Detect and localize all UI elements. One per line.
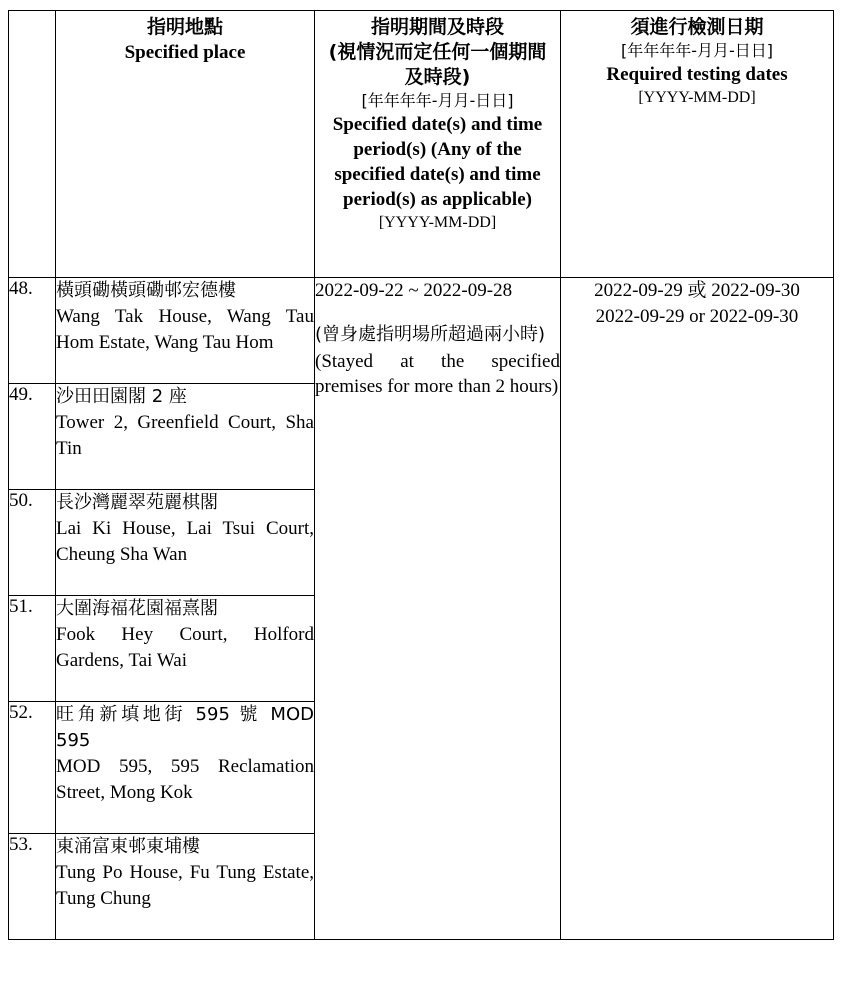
place-name-en: Wang Tak House, Wang Tau Hom Estate, Wang Tau Hom bbox=[56, 306, 314, 353]
place-name-zh: 長沙灣麗翠苑麗棋閣 bbox=[56, 492, 218, 513]
header-period-zh-note: (視情況而定任何一個期間及時段) bbox=[328, 41, 547, 88]
table-header-row bbox=[9, 11, 834, 278]
place-name-en: Tung Po House, Fu Tung Estate, Tung Chung bbox=[56, 862, 314, 909]
place-name-en: Lai Ki House, Lai Tsui Court, Cheung Sha Wan bbox=[56, 518, 314, 565]
place-name-zh: 大圍海福花園福熹閣 bbox=[56, 598, 218, 619]
header-testing-format-zh: [年年年年-月月-日日] bbox=[620, 41, 774, 60]
row-number: 48. bbox=[9, 278, 56, 384]
table-row bbox=[9, 278, 834, 384]
header-testing-zh: 須進行檢測日期 bbox=[630, 16, 764, 38]
place-name-en: Tower 2, Greenfield Court, Sha Tin bbox=[56, 412, 314, 459]
place-name-zh: 旺角新填地街 595 號 MOD 595 bbox=[56, 704, 314, 751]
place-name-en: Fook Hey Court, Holford Gardens, Tai Wai bbox=[56, 624, 314, 671]
header-period-format-en: [YYYY-MM-DD] bbox=[378, 214, 497, 231]
period-dates: 2022-09-22 ~ 2022-09-28 bbox=[315, 280, 513, 301]
period-cell bbox=[315, 278, 561, 940]
place-name-zh: 橫頭磡橫頭磡邨宏德樓 bbox=[56, 280, 236, 301]
place-cell bbox=[56, 384, 315, 490]
header-place-en: Specified place bbox=[124, 42, 246, 63]
row-number: 50. bbox=[9, 490, 56, 596]
header-testing-cell bbox=[561, 11, 834, 278]
period-note-en: (Stayed at the specified premises for more than 2 hours) bbox=[315, 351, 560, 397]
place-cell bbox=[56, 702, 315, 834]
header-number-cell bbox=[9, 11, 56, 278]
place-name-zh: 東涌富東邨東埔樓 bbox=[56, 836, 200, 857]
row-number: 53. bbox=[9, 834, 56, 940]
header-testing-format-en: [YYYY-MM-DD] bbox=[638, 89, 756, 106]
specified-places-table bbox=[8, 10, 834, 940]
header-testing-en: Required testing dates bbox=[606, 64, 788, 85]
row-number: 52. bbox=[9, 702, 56, 834]
testing-dates-cell bbox=[561, 278, 834, 940]
row-number: 49. bbox=[9, 384, 56, 490]
testing-dates-en: 2022-09-29 or 2022-09-30 bbox=[595, 306, 799, 327]
header-period-en: Specified date(s) and time period(s) (Any of the specified date(s) and time period(s) as applicable) bbox=[332, 114, 543, 210]
testing-dates-zh: 2022-09-29 或 2022-09-30 bbox=[594, 280, 800, 301]
row-number: 51. bbox=[9, 596, 56, 702]
place-name-en: MOD 595, 595 Reclamation Street, Mong Kok bbox=[56, 756, 314, 803]
place-cell bbox=[56, 596, 315, 702]
header-place-cell bbox=[56, 11, 315, 278]
place-cell bbox=[56, 834, 315, 940]
place-cell bbox=[56, 278, 315, 384]
header-period-format-zh: [年年年年-月月-日日] bbox=[361, 91, 514, 110]
place-cell bbox=[56, 490, 315, 596]
place-name-zh: 沙田田園閣 2 座 bbox=[56, 386, 187, 407]
header-period-zh: 指明期間及時段 bbox=[370, 16, 504, 38]
period-note-zh: (曾身處指明場所超過兩小時) bbox=[315, 324, 546, 345]
header-place-zh: 指明地點 bbox=[146, 16, 223, 38]
header-period-cell bbox=[315, 11, 561, 278]
